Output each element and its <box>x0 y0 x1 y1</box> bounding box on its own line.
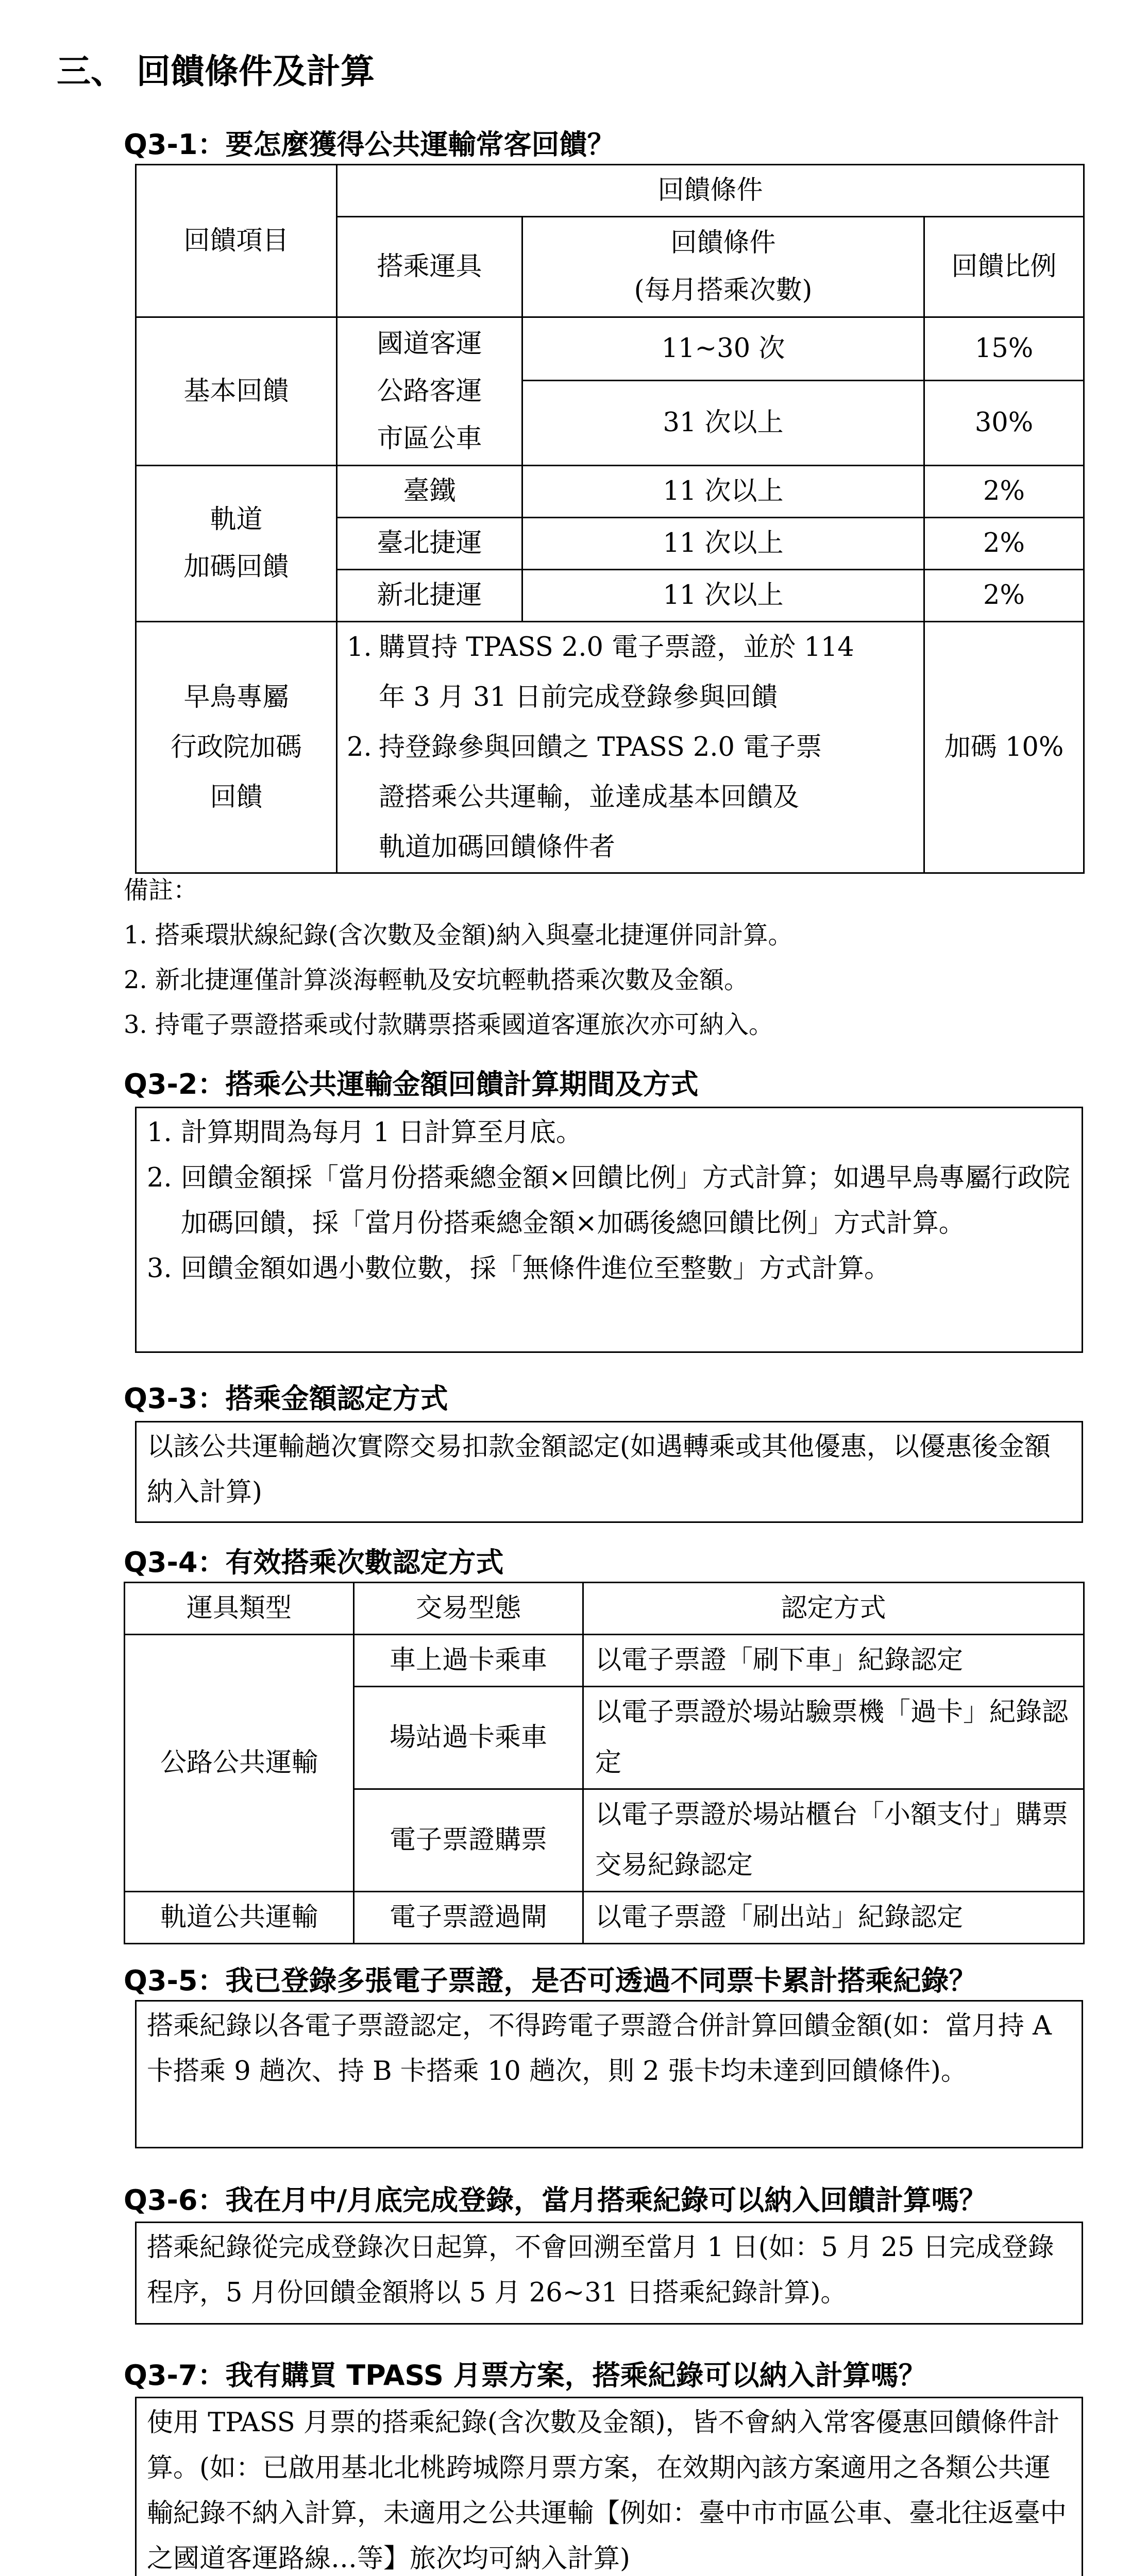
basic-tier1-ratio: 15% <box>924 317 1084 381</box>
rail-ratio-newtaipei-metro: 2% <box>924 570 1084 622</box>
rail-ratio-taipei-metro: 2% <box>924 518 1084 570</box>
q3-1-notes <box>124 868 793 1047</box>
rail-count-taipei-metro: 11 次以上 <box>522 518 924 570</box>
basic-tier1-count: 11~30 次 <box>522 317 924 381</box>
rail-method: 以電子票證「刷出站」紀錄認定 <box>583 1892 1084 1944</box>
q3-3-title: Q3-3：搭乘金額認定方式 <box>124 1382 448 1415</box>
q3-1-title: Q3-1：要怎麼獲得公共運輸常客回饋？ <box>124 128 615 161</box>
q3-6-box: 搭乘紀錄從完成登錄次日起算，不會回溯至當月 1 日(如：5 月 25 日完成登錄程序，5 月份回饋金額將以 5 月 26~31 日搭乘紀錄計算)。 <box>135 2222 1083 2325</box>
basic-tier2-count: 31 次以上 <box>522 381 924 466</box>
header-rebate-item: 回饋項目 <box>136 165 337 317</box>
note-2: 2. 新北捷運僅計算淡海輕軌及安坑輕軌搭乘次數及金額。 <box>124 965 749 994</box>
header-vehicle-type: 運具類型 <box>125 1583 354 1635</box>
rail-count-newtaipei-metro: 11 次以上 <box>522 570 924 622</box>
rail-bonus-label: 軌道 加碼回饋 <box>136 466 337 622</box>
note-1: 1. 搭乘環狀線紀錄(含次數及金額)納入與臺北捷運併同計算。 <box>124 921 793 950</box>
rail-count-tra: 11 次以上 <box>522 466 924 518</box>
basic-tier2-ratio: 30% <box>924 381 1084 466</box>
basic-rebate-label: 基本回饋 <box>136 317 337 466</box>
header-condition-count: 回饋條件 (每月搭乘次數) <box>522 217 924 317</box>
road-trans-1: 車上過卡乘車 <box>354 1635 583 1687</box>
rail-vehicle-taipei-metro: 臺北捷運 <box>337 518 522 570</box>
rail-ratio-tra: 2% <box>924 466 1084 518</box>
rebate-conditions-table <box>135 164 1085 874</box>
road-method-1: 以電子票證「刷下車」紀錄認定 <box>583 1635 1084 1687</box>
q3-6-title: Q3-6：我在月中/月底完成登錄，當月搭乘紀錄可以納入回饋計算嗎？ <box>124 2184 987 2216</box>
q3-7-title: Q3-7：我有購買 TPASS 月票方案，搭乘紀錄可以納入計算嗎？ <box>124 2359 926 2392</box>
q3-4-title: Q3-4：有效搭乘次數認定方式 <box>124 1546 504 1579</box>
section-title: 三、 回饋條件及計算 <box>57 52 375 91</box>
early-bird-conditions: 1. 購買持 TPASS 2.0 電子票證，並於 114 年 3 月 31 日前完成登錄參與回饋 2. 持登錄參與回饋之 TPASS 2.0 電子票 證搭乘公共運輸，並達成基本回饋及 軌道加碼回饋條件者 <box>337 622 924 873</box>
valid-trip-table <box>124 1582 1085 1944</box>
q3-2-item-2: 2. 回饋金額採「當月份搭乘總金額×回饋比例」方式計算；如遇早鳥專屬行政院加碼回饋，採「當月份搭乘總金額×加碼後總回饋比例」方式計算。 <box>147 1163 1070 1239</box>
header-rebate-conditions: 回饋條件 <box>337 165 1084 217</box>
road-method-3: 以電子票證於場站櫃台「小額支付」購票交易紀錄認定 <box>583 1789 1084 1892</box>
basic-vehicles: 國道客運 公路客運 市區公車 <box>337 317 522 466</box>
early-bird-label: 早鳥專屬 行政院加碼 回饋 <box>136 622 337 873</box>
rail-transport-label: 軌道公共運輸 <box>125 1892 354 1944</box>
road-transport-label: 公路公共運輸 <box>125 1635 354 1892</box>
q3-7-box: 使用 TPASS 月票的搭乘紀錄(含次數及金額)，皆不會納入常客優惠回饋條件計算。(如：已啟用基北北桃跨城際月票方案，在效期內該方案適用之各類公共運輸紀錄不納入計算，未適用之公共運輸【例如：臺中市市區公車、臺北往返臺中之國道客運路線…等】旅次均可納入計算) <box>135 2397 1083 2576</box>
note-3: 3. 持電子票證搭乘或付款購票搭乘國道客運旅次亦可納入。 <box>124 1010 774 1039</box>
header-transaction-type: 交易型態 <box>354 1583 583 1635</box>
q3-2-item-3: 3. 回饋金額如遇小數位數，採「無條件進位至整數」方式計算。 <box>147 1253 891 1284</box>
q3-3-box: 以該公共運輸趟次實際交易扣款金額認定(如遇轉乘或其他優惠，以優惠後金額納入計算) <box>135 1421 1083 1523</box>
header-vehicle: 搭乘運具 <box>337 217 522 317</box>
rail-trans: 電子票證過閘 <box>354 1892 583 1944</box>
q3-2-box <box>135 1107 1083 1353</box>
header-recognition-method: 認定方式 <box>583 1583 1084 1635</box>
q3-5-box: 搭乘紀錄以各電子票證認定，不得跨電子票證合併計算回饋金額(如：當月持 A 卡搭乘 9 趟次、持 B 卡搭乘 10 趟次，則 2 張卡均未達到回饋條件)。 <box>135 2000 1083 2148</box>
early-bird-ratio: 加碼 10% <box>924 622 1084 873</box>
q3-5-title: Q3-5：我已登錄多張電子票證，是否可透過不同票卡累計搭乘紀錄？ <box>124 1964 977 1997</box>
road-method-2: 以電子票證於場站驗票機「過卡」紀錄認定 <box>583 1687 1084 1789</box>
rail-vehicle-tra: 臺鐵 <box>337 466 522 518</box>
notes-title: 備註： <box>124 876 198 905</box>
header-rebate-ratio: 回饋比例 <box>924 217 1084 317</box>
rail-vehicle-newtaipei-metro: 新北捷運 <box>337 570 522 622</box>
q3-2-item-1: 1. 計算期間為每月 1 日計算至月底。 <box>147 1117 582 1148</box>
q3-2-title: Q3-2：搭乘公共運輸金額回饋計算期間及方式 <box>124 1068 699 1100</box>
road-trans-2: 場站過卡乘車 <box>354 1687 583 1789</box>
road-trans-3: 電子票證購票 <box>354 1789 583 1892</box>
